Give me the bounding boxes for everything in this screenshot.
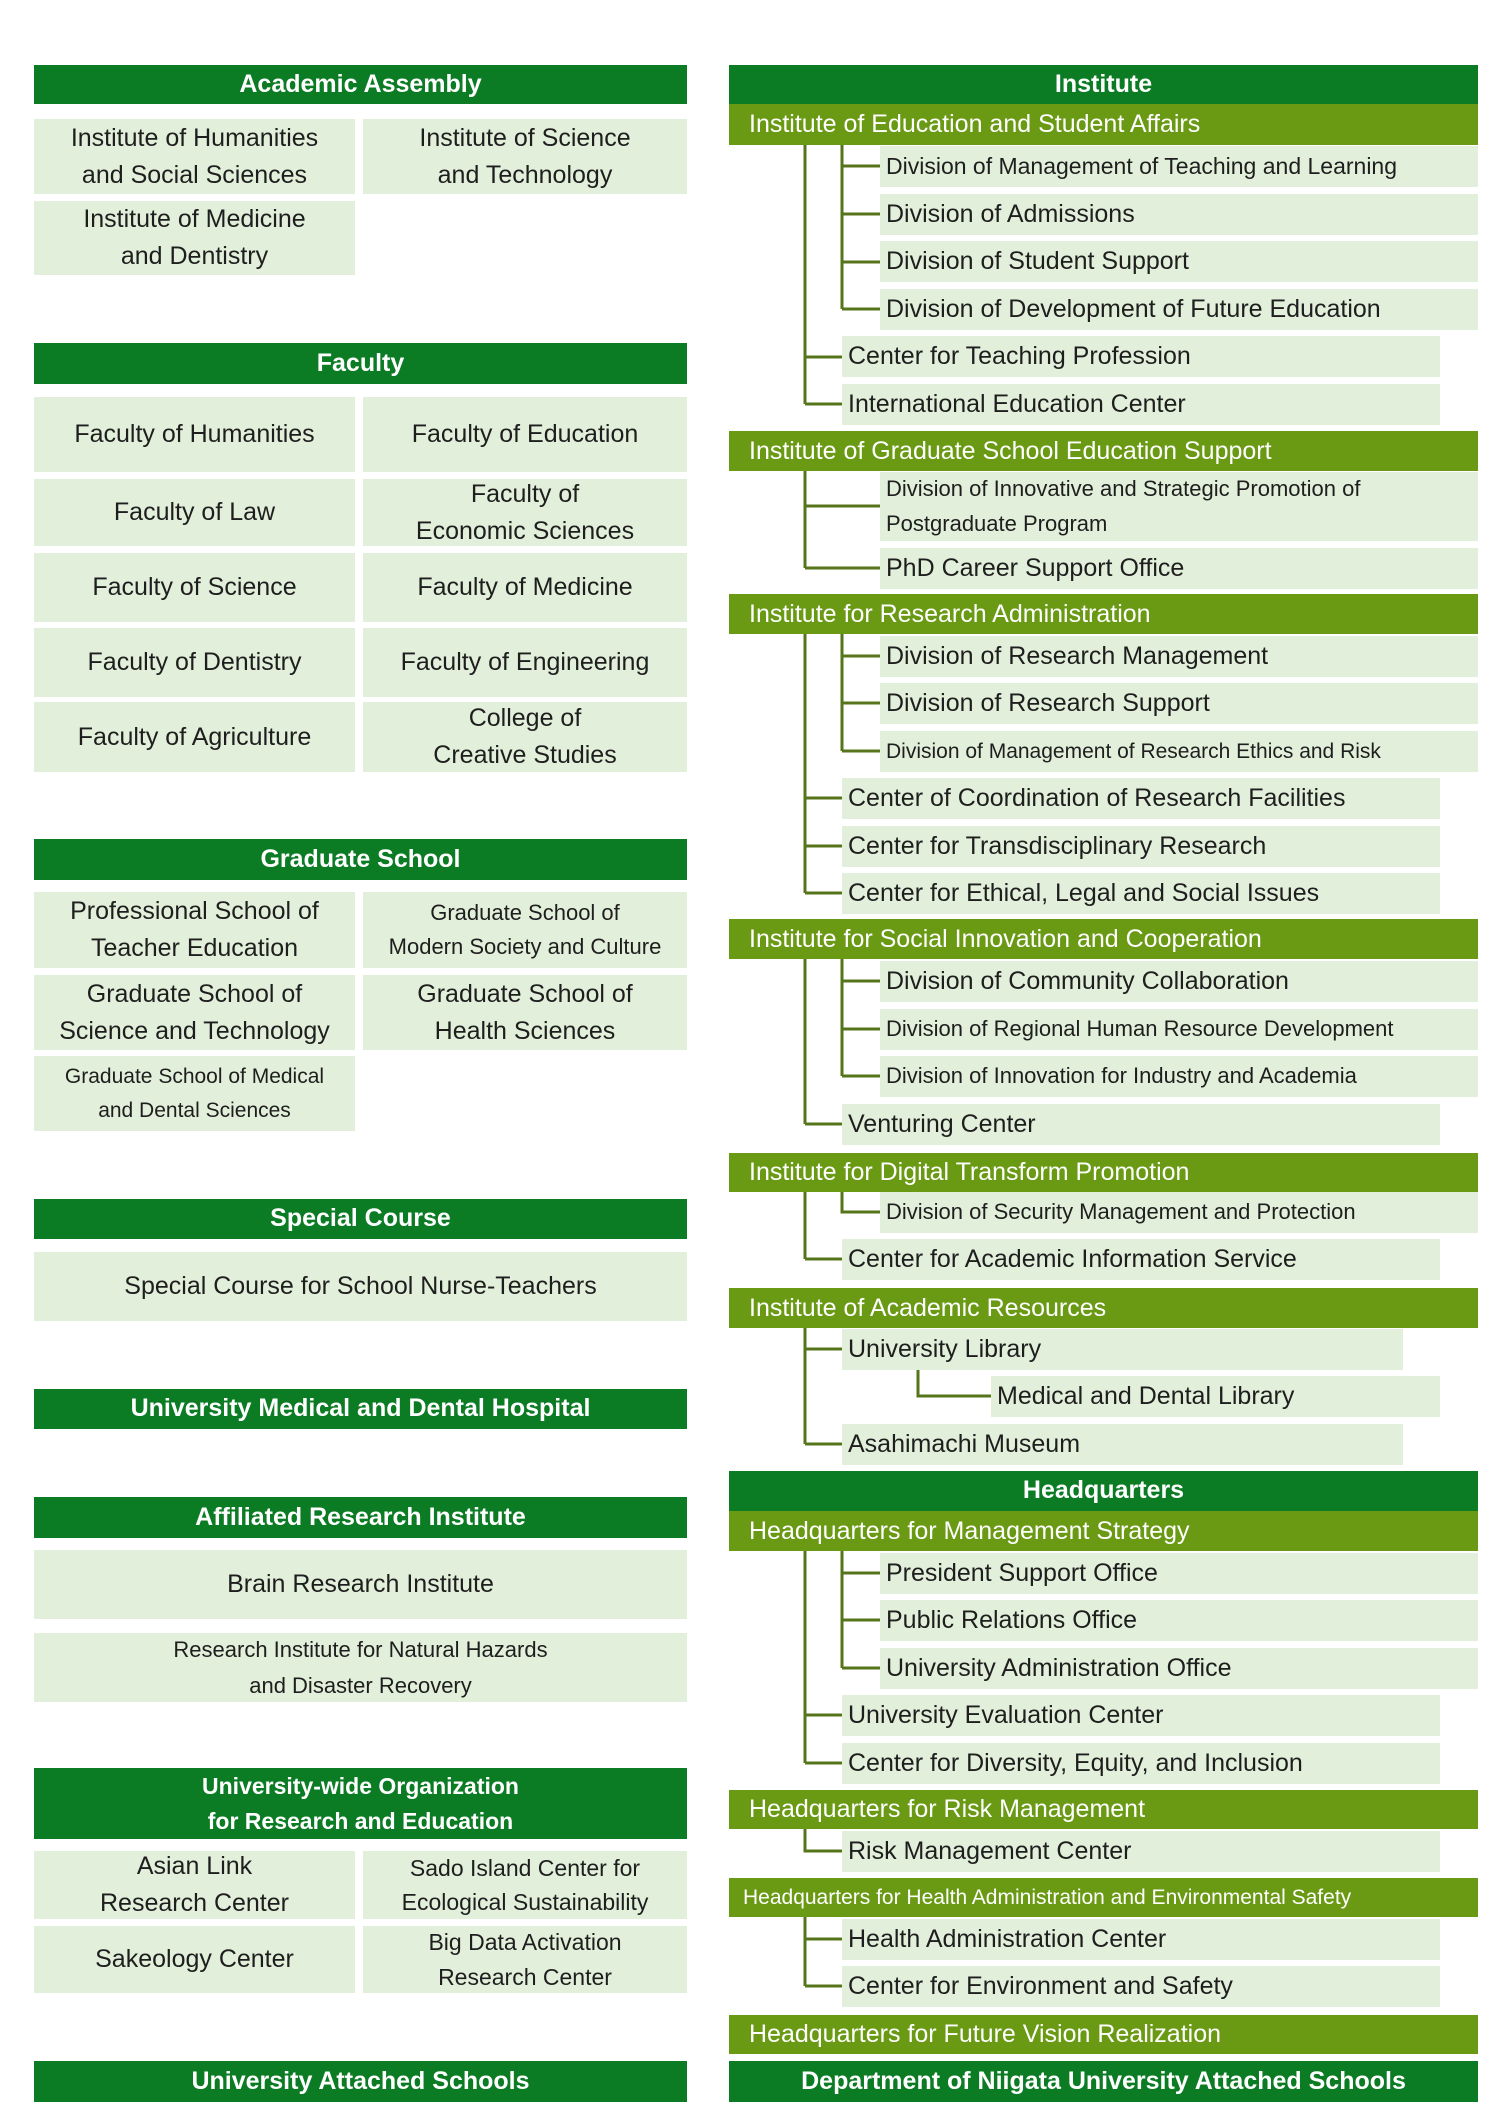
special-course-header: Special Course (34, 1199, 687, 1239)
division-item: Division of Student Support (880, 241, 1478, 282)
library-branch-item: Medical and Dental Library (991, 1376, 1440, 1417)
division-item: Division of Innovative and Strategic Promotion of Postgraduate Program (880, 472, 1478, 541)
center-item: University Evaluation Center (842, 1695, 1440, 1736)
hospital-header: University Medical and Dental Hospital (34, 1389, 687, 1429)
center-item: Risk Management Center (842, 1831, 1440, 1872)
university-wide-organization-item: Sado Island Center for Ecological Sustainability (363, 1851, 687, 1919)
center-item: Center for Transdisciplinary Research (842, 826, 1440, 867)
headquarters-group-header: Headquarters for Management Strategy (729, 1511, 1478, 1551)
connector-line (805, 1829, 842, 1851)
office-item: University Administration Office (880, 1648, 1478, 1689)
department-header: Department of Niigata University Attached Schools (729, 2061, 1478, 2102)
division-item: Division of Management of Research Ethics and Risk (880, 731, 1478, 772)
graduate-school-header: Graduate School (34, 839, 687, 880)
division-item: PhD Career Support Office (880, 548, 1478, 589)
faculty-item: Faculty of Economic Sciences (363, 479, 687, 546)
center-item: Center for Ethical, Legal and Social Issues (842, 873, 1440, 914)
university-wide-organization-header: University-wide Organization for Research and Education (34, 1768, 687, 1839)
headquarters-group-header: Headquarters for Risk Management (729, 1790, 1478, 1829)
center-item: Venturing Center (842, 1104, 1440, 1145)
center-item: International Education Center (842, 384, 1440, 425)
division-item: Division of Research Management (880, 636, 1478, 677)
division-item: Division of Regional Human Resource Development (880, 1009, 1478, 1050)
center-item: Center for Academic Information Service (842, 1239, 1440, 1280)
faculty-item: Faculty of Law (34, 479, 355, 546)
division-item: Division of Innovation for Industry and Academia (880, 1056, 1478, 1097)
affiliated-research-institute-item: Research Institute for Natural Hazards and Disaster Recovery (34, 1633, 687, 1702)
headquarters-group-header: Headquarters for Future Vision Realization (729, 2015, 1478, 2054)
center-item: Center for Teaching Profession (842, 336, 1440, 377)
university-wide-organization-item: Sakeology Center (34, 1926, 355, 1993)
center-item: Center for Environment and Safety (842, 1966, 1440, 2007)
institute-group-header: Institute of Education and Student Affairs (729, 104, 1478, 145)
institute-group-header: Institute for Social Innovation and Cooperation (729, 919, 1478, 959)
institute-header: Institute (729, 65, 1478, 104)
faculty-item: Faculty of Agriculture (34, 702, 355, 772)
division-item: Division of Community Collaboration (880, 961, 1478, 1002)
university-wide-organization-item: Big Data Activation Research Center (363, 1926, 687, 1993)
affiliated-research-institute-item: Brain Research Institute (34, 1550, 687, 1619)
institute-group-header: Institute of Graduate School Education Support (729, 431, 1478, 471)
connector-line (842, 1192, 880, 1212)
headquarters-header: Headquarters (729, 1471, 1478, 1511)
university-wide-organization-item: Asian Link Research Center (34, 1851, 355, 1919)
center-item: Center of Coordination of Research Facilities (842, 778, 1440, 819)
attached-schools-header: University Attached Schools (34, 2061, 687, 2102)
division-item: Division of Research Support (880, 683, 1478, 724)
faculty-header: Faculty (34, 343, 687, 384)
faculty-item: Faculty of Medicine (363, 553, 687, 622)
graduate-school-item: Professional School of Teacher Education (34, 892, 355, 968)
faculty-item: Faculty of Engineering (363, 628, 687, 697)
affiliated-research-institute-header: Affiliated Research Institute (34, 1497, 687, 1538)
center-item: Health Administration Center (842, 1919, 1440, 1960)
graduate-school-item: Graduate School of Modern Society and Culture (363, 892, 687, 968)
division-item: Division of Admissions (880, 194, 1478, 235)
center-item: Asahimachi Museum (842, 1424, 1403, 1465)
academic-assembly-item: Institute of Science and Technology (363, 119, 687, 194)
faculty-item: Faculty of Humanities (34, 397, 355, 472)
academic-assembly-header: Academic Assembly (34, 65, 687, 104)
connector-line (918, 1370, 991, 1396)
office-item: Public Relations Office (880, 1600, 1478, 1641)
headquarters-group-header: Headquarters for Health Administration and Environmental Safety (729, 1878, 1478, 1917)
institute-group-header: Institute for Research Administration (729, 594, 1478, 634)
institute-group-header: Institute for Digital Transform Promotion (729, 1153, 1478, 1192)
special-course-item: Special Course for School Nurse-Teachers (34, 1252, 687, 1321)
faculty-item: Faculty of Science (34, 553, 355, 622)
division-item: Division of Development of Future Education (880, 289, 1478, 330)
institute-group-header: Institute of Academic Resources (729, 1288, 1478, 1328)
division-item: Division of Security Management and Protection (880, 1192, 1478, 1233)
center-item: University Library (842, 1329, 1403, 1370)
office-item: President Support Office (880, 1553, 1478, 1594)
graduate-school-item: Graduate School of Medical and Dental Sciences (34, 1056, 355, 1131)
faculty-item: College of Creative Studies (363, 702, 687, 772)
graduate-school-item: Graduate School of Science and Technology (34, 975, 355, 1050)
faculty-item: Faculty of Dentistry (34, 628, 355, 697)
center-item: Center for Diversity, Equity, and Inclusion (842, 1743, 1440, 1784)
division-item: Division of Management of Teaching and Learning (880, 146, 1478, 187)
faculty-item: Faculty of Education (363, 397, 687, 472)
academic-assembly-item: Institute of Medicine and Dentistry (34, 201, 355, 275)
graduate-school-item: Graduate School of Health Sciences (363, 975, 687, 1050)
academic-assembly-item: Institute of Humanities and Social Sciences (34, 119, 355, 194)
